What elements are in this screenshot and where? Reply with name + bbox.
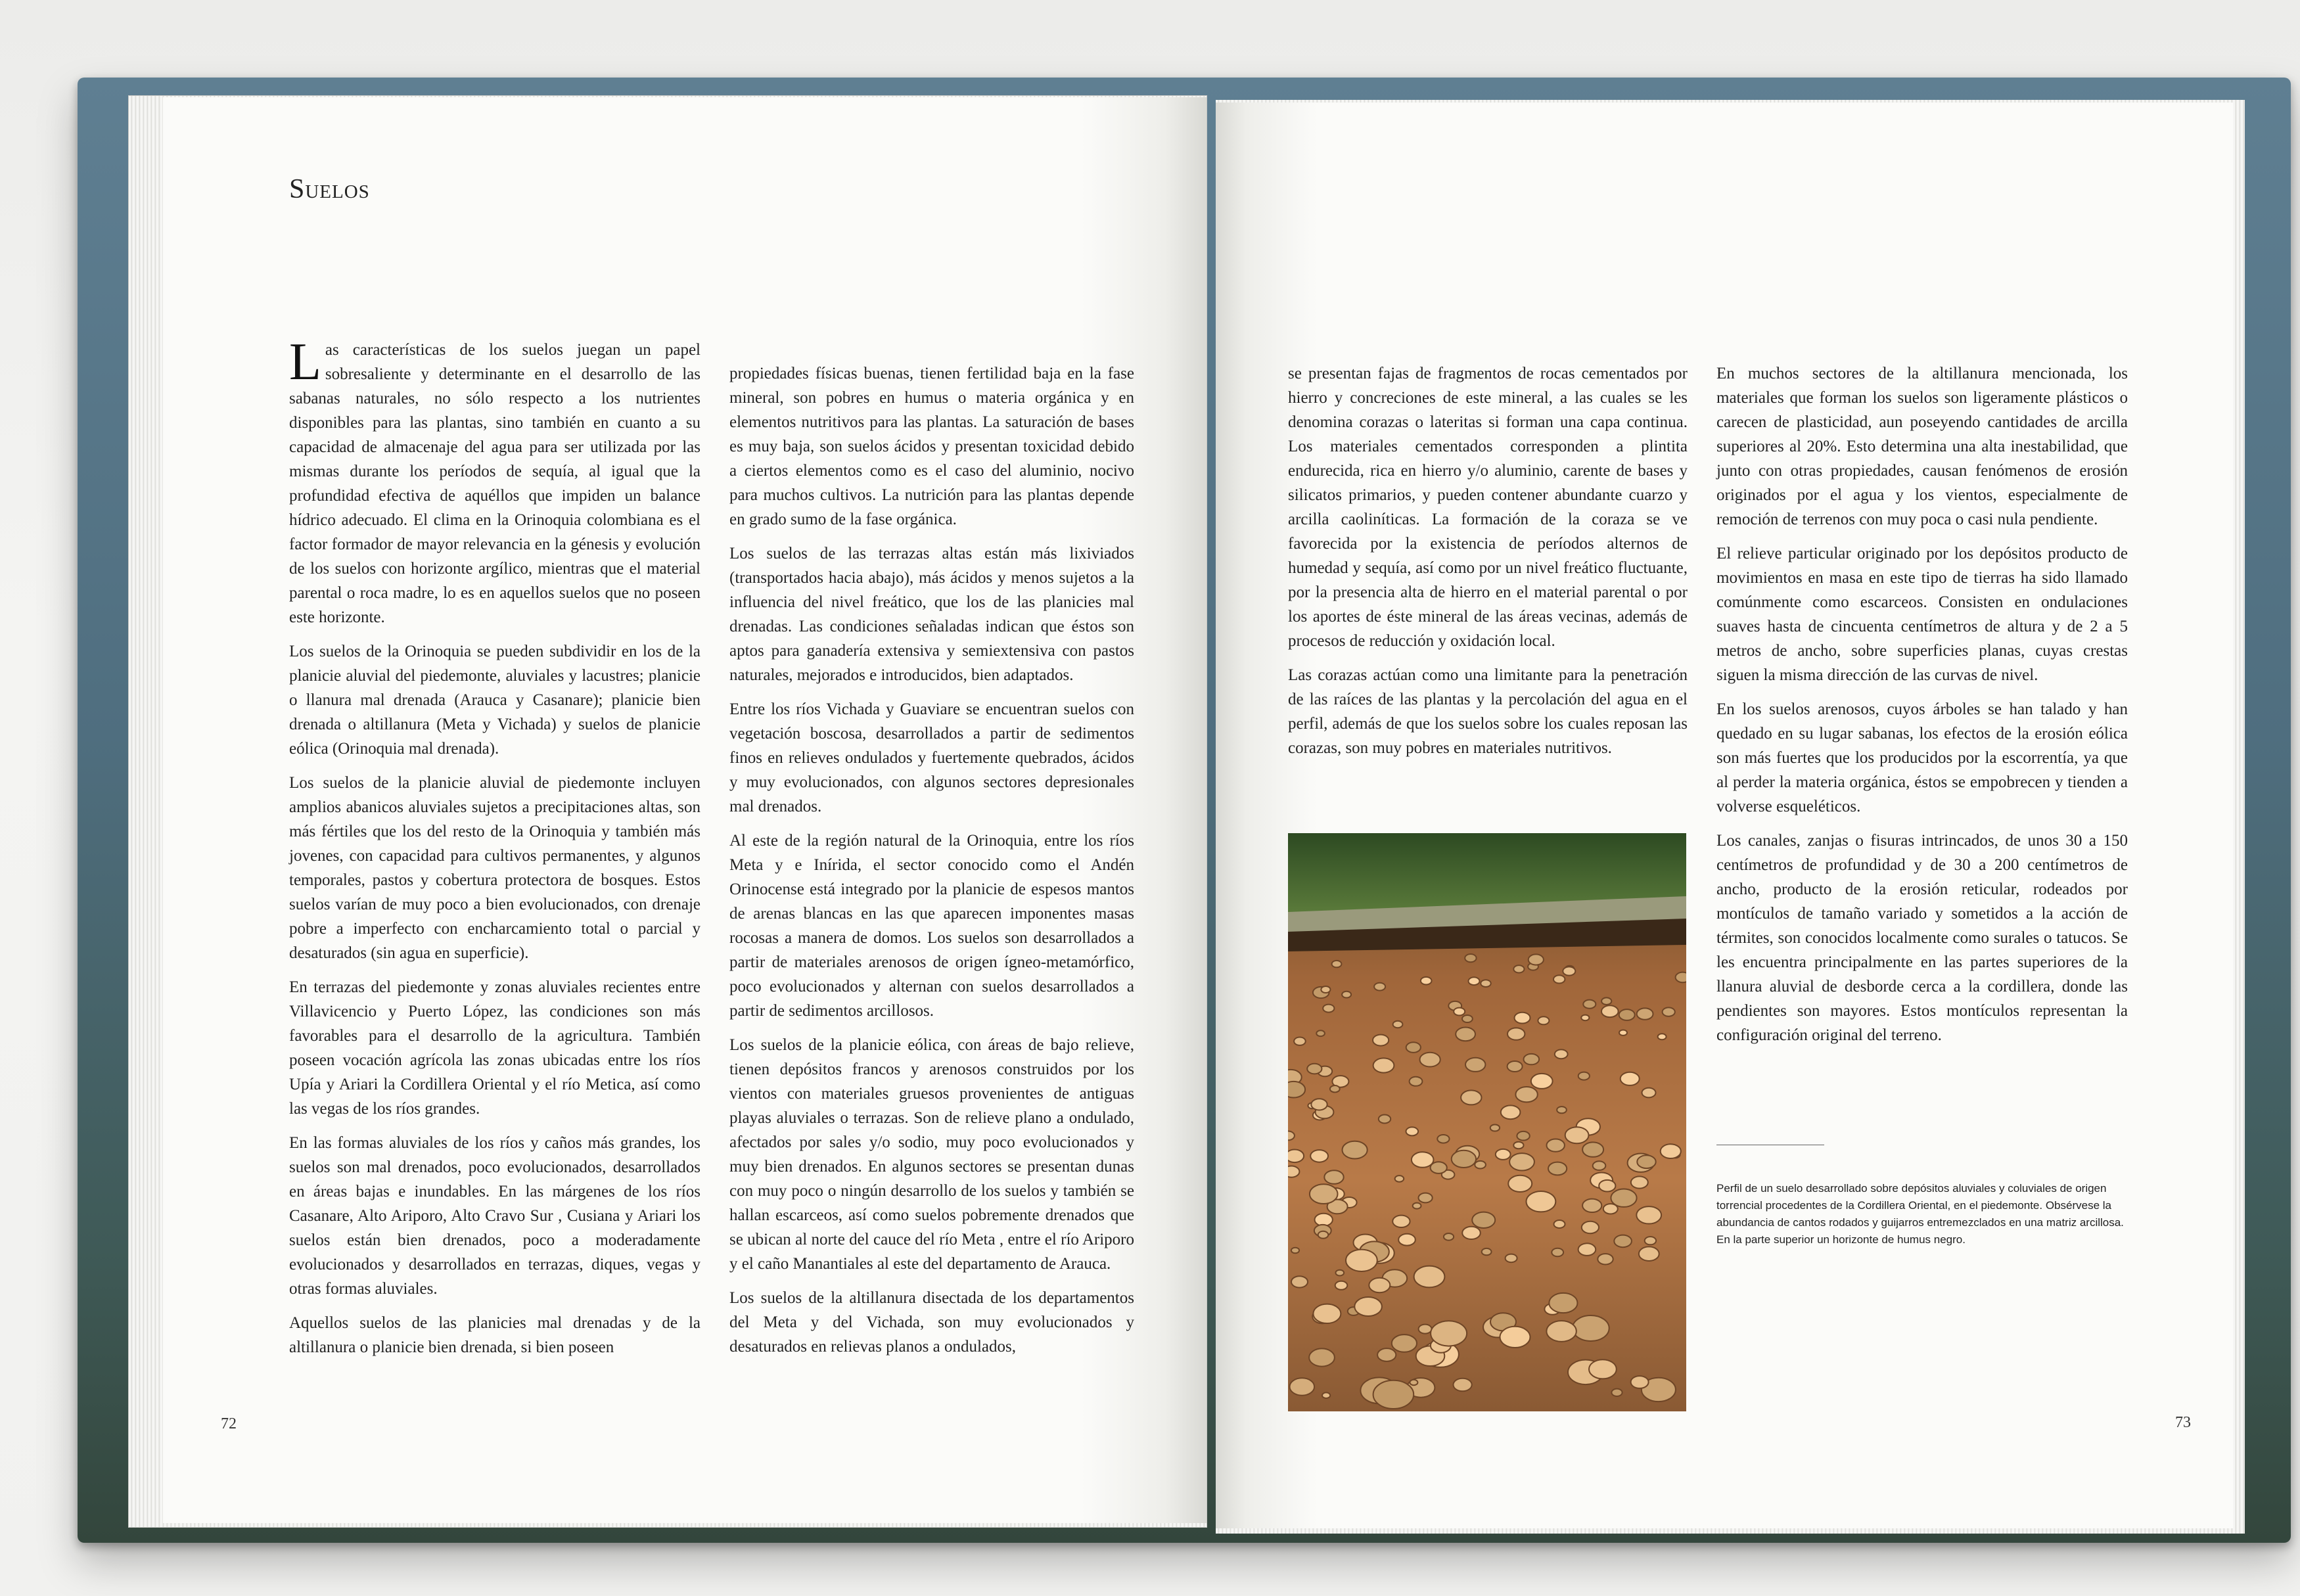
pebble: [1421, 977, 1432, 985]
pebble: [1465, 954, 1476, 962]
pebble: [1462, 1227, 1481, 1239]
pebble: [1601, 1005, 1619, 1017]
pebble: [1330, 1085, 1340, 1092]
pebble: [1307, 1064, 1322, 1074]
pebble: [1393, 1021, 1403, 1028]
pebble: [1444, 1233, 1454, 1241]
pebble: [1465, 1058, 1485, 1072]
pebble: [1414, 1266, 1445, 1288]
pebble: [1431, 1321, 1467, 1346]
pebble: [1552, 1248, 1563, 1256]
paragraph: [289, 333, 701, 629]
pebble: [1603, 1204, 1618, 1214]
pebble: [1343, 1141, 1368, 1159]
pebble: [1531, 1074, 1553, 1089]
pebble: [1509, 1153, 1534, 1170]
pebble: [1507, 1061, 1523, 1072]
pebble: [1631, 1376, 1649, 1388]
pebble: [1310, 1184, 1338, 1204]
pebble: [1642, 1088, 1656, 1098]
section-title: Suelos: [289, 174, 370, 204]
pebble: [1490, 1125, 1500, 1131]
pebble: [1288, 1150, 1304, 1163]
paragraph-text: as características de los suelos juegan un papel sobresaliente y determinante en el desarrollo de las sabanas naturales, no sólo respecto a los nutrientes disponibles para las plantas, sino también en cuanto a su capacidad de almacenaje del agua para ser utilizada por las mismas durante los períodos de sequía, al igual que la profundidad efectiva de aquéllos que impiden un balance hídrico adecuado. El clima en la Orinoquia colombiana es el factor formador de mayor relevancia en la génesis y evolución de los suelos con horizonte argílico, mientras que el material parental o roca madre, lo es en aquellos suelos que no poseen este horizonte.: [289, 341, 701, 626]
pebble: [1589, 1359, 1617, 1379]
pebble: [1546, 1321, 1576, 1342]
pebble: [1599, 1180, 1615, 1192]
pebble: [1482, 1248, 1492, 1255]
pebble: [1310, 1150, 1328, 1162]
pebble: [1454, 1379, 1472, 1392]
pebble: [1431, 1162, 1447, 1174]
pebble: [1549, 1293, 1577, 1313]
pebble: [1529, 954, 1544, 965]
pebble: [1481, 980, 1490, 987]
pebble: [1583, 1000, 1596, 1009]
pebble: [1547, 1139, 1565, 1152]
pebble: [1475, 1161, 1486, 1169]
pebble: [1553, 975, 1565, 983]
pebble: [1513, 965, 1524, 972]
pebble: [1619, 1030, 1627, 1036]
pebble: [1573, 1315, 1609, 1341]
paragraph: Los suelos de las terrazas altas están más lixiviados (transportados hacia abajo), más ácidos y menos sujetos a la influencia del nivel freático, que los de las planicies mal drenadas. Las condiciones señaladas indican que éstos son aptos para ganadería extensiva y semiextensiva con pastos naturales, mejorados e introducidos, bien adaptados.: [729, 545, 1134, 684]
paragraph: En las formas aluviales de los ríos y caños más grandes, los suelos son mal drenados, poco evolucionados, desarrollados en áreas bajas e inundables. En las márgenes de los ríos Casanare, Alto Ariporo, Alto Cravo Sur , Cusiana y Ariari los suelos están bien drenados, poco a moderadamente evolucionados y desarrollados en terrazas, diques, vegas y otras formas aluviales.: [289, 1134, 701, 1298]
pebble: [1324, 1170, 1343, 1184]
pebble: [1565, 1127, 1589, 1143]
paragraph: Los suelos de la altillanura disectada de los departamentos del Meta y del Vichada, son muy evolucionados y desaturados en relievas planos a ondulados,: [729, 1289, 1134, 1356]
pebble: [1420, 1053, 1440, 1067]
pebble: [1637, 1008, 1653, 1019]
pebble: [1379, 1115, 1391, 1124]
pebble: [1598, 1254, 1613, 1264]
pebble: [1555, 1049, 1568, 1059]
pebble: [1373, 1035, 1389, 1046]
pebble: [1332, 961, 1342, 967]
pebble: [1461, 1090, 1481, 1105]
pebble: [1410, 1380, 1417, 1385]
pebble: [1398, 1234, 1415, 1246]
pebble: [1321, 986, 1330, 993]
left-column-1: [289, 333, 701, 1369]
pebble: [1419, 1193, 1433, 1203]
pebble: [1456, 1028, 1475, 1041]
pebble: [1636, 1206, 1661, 1223]
pebble: [1508, 1175, 1532, 1192]
pebble: [1619, 1009, 1635, 1020]
pebble: [1462, 1015, 1473, 1022]
page-number-right: 73: [2175, 1414, 2191, 1431]
pebble: [1601, 997, 1611, 1005]
paragraph: Los suelos de la planicie aluvial de piedemonte incluyen amplios abanicos aluviales sujetos a precipitaciones altas, son más fértiles que los del resto de la Orinoquia y también más jovenes, con capacidad para cultivos permanentes, y algunos temporales, pastos y cobertura protectora de bosques. Estos suelos varían de muy poco a bien evolucionados, con drenaje pobre a imperfecto con encharcamiento total o parcial y desaturados (sin agua en superficie).: [289, 774, 701, 962]
pebble: [1311, 1099, 1327, 1110]
pebble: [1322, 1392, 1330, 1398]
pebble: [1661, 1144, 1681, 1158]
pebble: [1639, 1246, 1659, 1261]
pebble: [1578, 1243, 1596, 1256]
paragraph: Aquellos suelos de las planicies mal drenadas y de la altillanura o planicie bien drenada, si bien poseen: [289, 1314, 701, 1356]
pebble: [1515, 1087, 1537, 1102]
pebble: [1513, 1142, 1523, 1149]
pebble: [1374, 983, 1385, 991]
pebble: [1631, 1176, 1648, 1188]
page-number-left: 72: [221, 1415, 237, 1432]
paragraph: se presentan fajas de fragmentos de rocas cementados por hierro y concreciones de este mineral, a las cuales se les denomina corazas o lateritas si forman una capa continua. Los materiales cementados corresponden a plintita endurecida, rica en hierro y/o aluminio, carente de bases y silicatos primarios, y pueden contener abundante cuarzo y arcilla caoliníticas. La formación de la coraza se ve favorecida por la existencia de períodos alternos de humedad y sequía, así como por un nivel freático fluctuante, por la presencia alta de hierro en el material parental o por los aportes de éste mineral de las áreas vecinas, además de procesos de reducción y oxidación local.: [1288, 365, 1688, 650]
pebble: [1406, 1042, 1421, 1053]
pebble: [1392, 1216, 1410, 1227]
paragraph: En muchos sectores de la altillanura mencionada, los materiales que forman los suelos son ligeramente plásticos o carecen de plasticidad, aun poseyendo cantidades de arcilla superiores al 20%. Esto determina una alta inestabilidad, que junto con otras propiedades, causan fenómenos de erosión originados por el agua y los vientos, especialmente de remoción de terrenos con muy poca o casi nula pendiente.: [1716, 365, 2128, 528]
pebble: [1614, 1235, 1632, 1248]
right-column-2: [1716, 361, 2128, 1057]
photo-caption: Perfil de un suelo desarrollado sobre depósitos aluviales y coluviales de origen torrencial procedentes de la Cordillera Oriental, en el piedemonte. Obsérvese la abundancia de cantos rodados y guijarros entremezclados en una matriz arcillosa. En la parte superior un horizonte de humus negro.: [1716, 1182, 2124, 1246]
pebble: [1354, 1297, 1382, 1316]
soil-profile-photo: [1288, 833, 1686, 1411]
paragraph: Los canales, zanjas o fisuras intrincados, de unos 30 a 150 centímetros de profundidad y de 30 a 200 centímetros de ancho, producto de la erosión reticular, rodeados por montículos de tamaño variado y sometidos a la acción de térmites, son conocidos localmente como surales o tatucos. Se les encuentra principalmente en las partes superiores de la llanura aluvial de desborde cerca a la cordillera, donde las pendientes son mayores. Estos montículos representan la configuración original del terreno.: [1716, 832, 2128, 1044]
pebble: [1294, 1037, 1306, 1045]
pebble: [1496, 1149, 1511, 1160]
pebble: [1582, 1142, 1603, 1156]
pebble: [1452, 1151, 1476, 1168]
pebble: [1377, 1348, 1396, 1361]
pebble: [1621, 1072, 1640, 1085]
paragraph: Al este de la región natural de la Orinoquia, entre los ríos Meta y e Inírida, el sector conocido como el Andén Orinocense está integrado por la planicie de espesos mantos de arenas blancas en las que aparecen imponentes masas rocosas a manera de domos. Los suelos son desarrollados a partir de materiales arenosos de origen ígneo-metamórfico, poco evolucionados y alternan con suelos desarrollados a partir de sedimentos arcillosos.: [729, 832, 1134, 1020]
pebble: [1373, 1058, 1394, 1072]
pebble: [1392, 1334, 1417, 1352]
pebble: [1501, 1105, 1521, 1119]
pebble: [1469, 977, 1480, 985]
pebble: [1524, 1054, 1540, 1064]
pebble: [1309, 1348, 1335, 1366]
pebble: [1538, 1016, 1549, 1024]
pebble: [1563, 967, 1575, 975]
pebble: [1554, 1220, 1565, 1228]
pebble: [1578, 1072, 1590, 1080]
pebble: [1323, 1005, 1334, 1013]
pebble: [1582, 1221, 1599, 1233]
right-column-1: [1288, 361, 1688, 770]
paragraph: Entre los ríos Vichada y Guaviare se encuentran suelos con vegetación boscosa, desarrollados a partir de sedimentos finos en relieves ondulados y fuertemente quebrados, ácidos y muy evolucionados, con algunos sectores depresionales mal drenados.: [729, 700, 1134, 815]
pebble: [1437, 1135, 1449, 1143]
pebble: [1581, 1015, 1589, 1021]
paragraph: Las corazas actúan como una limitante para la penetración de las raíces de las plantas y la percolación del agua en el perfil, además de que los suelos sobre los cuales reposan las corazas, son muy pobres en materiales nutritivos.: [1288, 666, 1688, 757]
pebble: [1369, 1278, 1390, 1292]
pebble: [1335, 1281, 1348, 1290]
pebble: [1593, 1161, 1606, 1170]
pebble: [1395, 1175, 1404, 1182]
pebble: [1412, 1152, 1434, 1168]
pebble: [1582, 1199, 1601, 1212]
pebble: [1291, 1276, 1308, 1287]
pebble: [1548, 1162, 1567, 1175]
pebble: [1663, 1007, 1675, 1016]
pebble: [1517, 1131, 1529, 1141]
pebble: [1291, 1248, 1299, 1254]
pebble: [1645, 1237, 1656, 1244]
pebble: [1506, 1254, 1517, 1263]
pebble: [1288, 1166, 1299, 1177]
pebble: [1658, 1034, 1667, 1039]
pebble: [1472, 1212, 1495, 1228]
pebble: [1419, 1325, 1432, 1334]
pebble: [1454, 1008, 1465, 1016]
pebble: [1336, 1270, 1345, 1276]
paragraph: En terrazas del piedemonte y zonas aluviales recientes entre Villavicencio y Puerto López, las condiciones son más favorables para el desarrollo de la agricultura. También poseen vocación agrícola las zonas ubicadas entre los ríos Upía y Ariari la Cordillera Oriental y el río Metica, así como las vegas de los ríos grandes.: [289, 978, 701, 1118]
pebble: [1373, 1380, 1414, 1409]
paragraph: Los suelos de la planicie eólica, con áreas de bajo relieve, tienen depósitos francos y arenosos construidos por los vientos con materiales gruesos provenientes de antiguas playas aluviales o terrazas. Son de relieve plano a ondulado, afectados por sales y/o sodio, muy poco evolucionados y muy bien drenados. En algunos sectores se presentan dunas con muy poco o ningún desarrollo de los suelos y también se hallan escarceos, así como suelos pobremente drenados que se ubican al norte del cauce del río Meta , entre el río Ariporo y el caño Manantiales al este del departamento de Arauca.: [729, 1036, 1134, 1273]
pebble: [1288, 1131, 1295, 1141]
paragraph: Los suelos de la Orinoquia se pueden subdividir en los de la planicie aluvial del piedemonte, aluviales y lacustres; planicie o llanura mal drenada (Arauca y Casanare); planicie bien drenada o altillanura (Meta y Vichada) y suelos de planicie eólica (Orinoquia mal drenada).: [289, 643, 701, 758]
left-column-2: [729, 361, 1134, 1369]
paragraph: El relieve particular originado por los depósitos producto de movimientos en masa en este tipo de tierras ha sido llamado comúnmente como escarceos. Consisten en ondulaciones suaves hasta de cincuenta centímetros de altura y de 2 a 5 metros de ancho, sobre superficies planas, cuyas crestas siguen la misma dirección de las curvas de nivel.: [1716, 545, 2128, 684]
pebble: [1611, 1389, 1622, 1396]
paragraph: propiedades físicas buenas, tienen fertilidad baja en la fase mineral, son pobres en humus o materia orgánica y en elementos nutritivos para las plantas. La saturación de bases es muy baja, son suelos ácidos y presentan toxicidad debido a ciertos elementos como es el caso del aluminio, nocivo para muchos cultivos. La nutrición para las plantas depende en grado sumo de la fase orgánica.: [729, 365, 1134, 528]
pebble: [1676, 972, 1686, 983]
pebble: [1527, 1191, 1556, 1212]
pebble: [1557, 1106, 1567, 1113]
paragraph: En los suelos arenosos, cuyos árboles se han talado y han quedado en su lugar sabanas, los efectos de la erosión eólica son más fuertes que los producidos por la escorrentía, ya que al perder la materia orgánica, éstos se empobrecen y tienden a volverse esqueléticos.: [1716, 700, 2128, 815]
drop-cap: L: [289, 333, 321, 391]
pebble: [1507, 1028, 1525, 1039]
pebble: [1290, 1378, 1315, 1395]
soil-profile-image: [1288, 833, 1686, 1411]
pebble: [1406, 1127, 1419, 1135]
pebble: [1410, 1077, 1423, 1086]
pebble: [1316, 1030, 1325, 1036]
pebble: [1318, 1231, 1329, 1239]
pebble: [1288, 1082, 1305, 1098]
pebble: [1637, 1155, 1655, 1168]
pebble: [1342, 992, 1351, 998]
pebble: [1346, 1250, 1377, 1271]
pebble: [1413, 1203, 1421, 1209]
pebble: [1500, 1327, 1530, 1348]
pebble: [1313, 1304, 1341, 1323]
pebble: [1515, 1013, 1530, 1024]
